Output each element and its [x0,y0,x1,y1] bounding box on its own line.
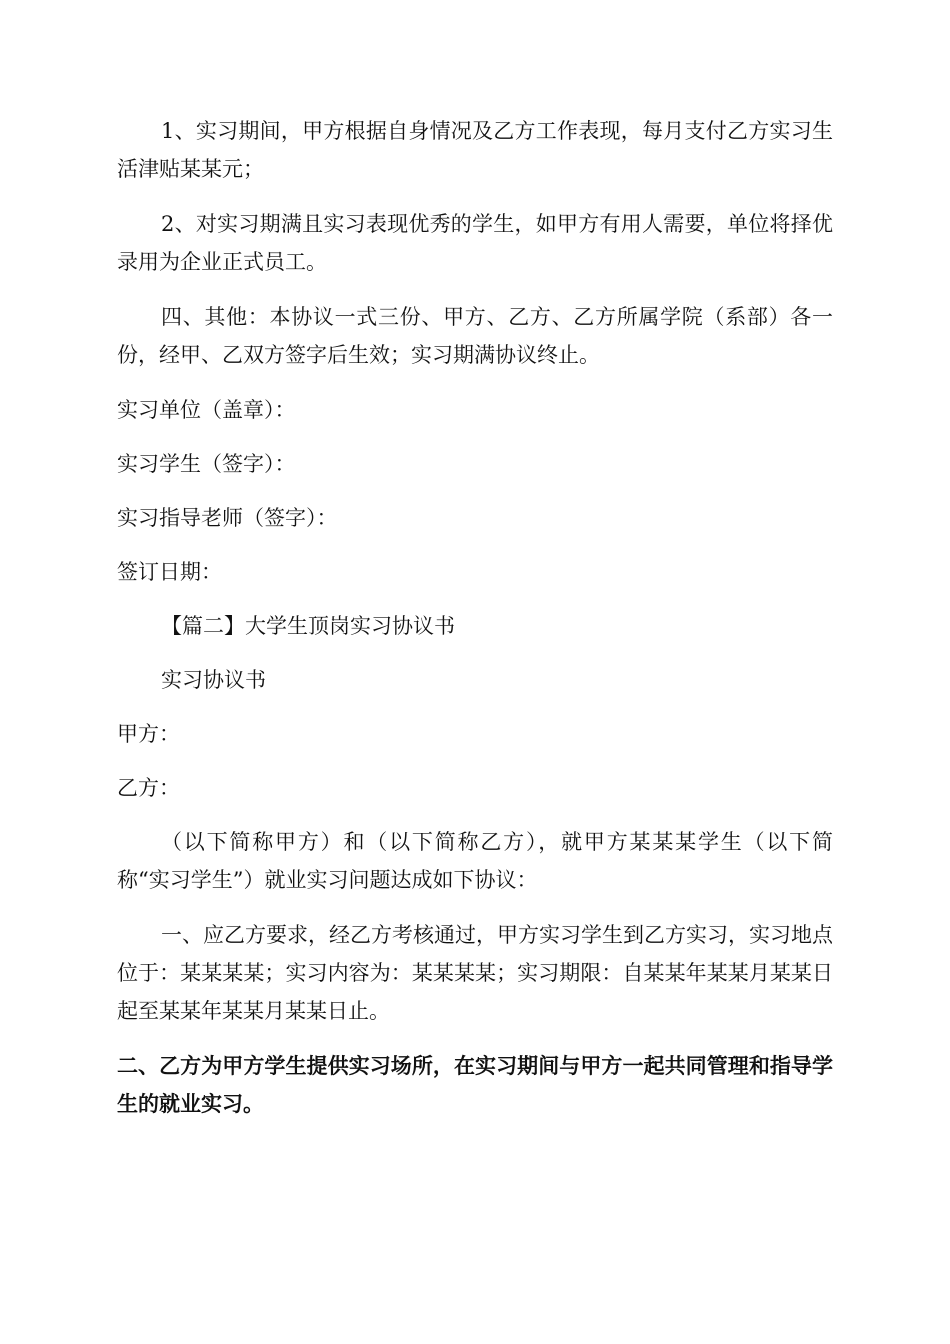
signature-line-date: 签订日期： [117,560,222,584]
section-heading-part-two: 【篇二】大学生顶岗实习协议书 [161,614,455,638]
paragraph-clause-one: 一、应乙方要求，经乙方考核通过，甲方实习学生到乙方实习，实习地点位于：某某某某；实习内容为：某某某某；实习期限：自某某年某某月某某日起至某某年某某月某某日止。 [117,923,833,1023]
paragraph-living-allowance: 1、实习期间，甲方根据自身情况及乙方工作表现，每月支付乙方实习生活津贴某某元； [117,119,833,181]
paragraph-clause-two: 二、乙方为甲方学生提供实习场所，在实习期间与甲方一起共同管理和指导学生的就业实习。 [117,1054,833,1116]
party-b-line: 乙方： [117,776,180,800]
document-title: 实习协议书 [161,668,266,692]
signature-line-teacher: 实习指导老师（签字）： [117,506,338,530]
party-a-line: 甲方： [117,722,180,746]
paragraph-employment-offer: 2、对实习期满且实习表现优秀的学生，如甲方有用人需要，单位将择优录用为企业正式员工。 [117,212,833,274]
paragraph-agreement-intro: （以下简称甲方）和（以下简称乙方），就甲方某某某学生（以下简称“实习学生”）就业实习问题达成如下协议： [117,830,833,892]
paragraph-other-terms: 四、其他：本协议一式三份、甲方、乙方、乙方所属学院（系部）各一份，经甲、乙双方签字后生效；实习期满协议终止。 [117,305,833,367]
signature-line-unit: 实习单位（盖章）： [117,398,296,422]
document-page [117,112,833,1123]
signature-line-student: 实习学生（签字）： [117,452,296,476]
